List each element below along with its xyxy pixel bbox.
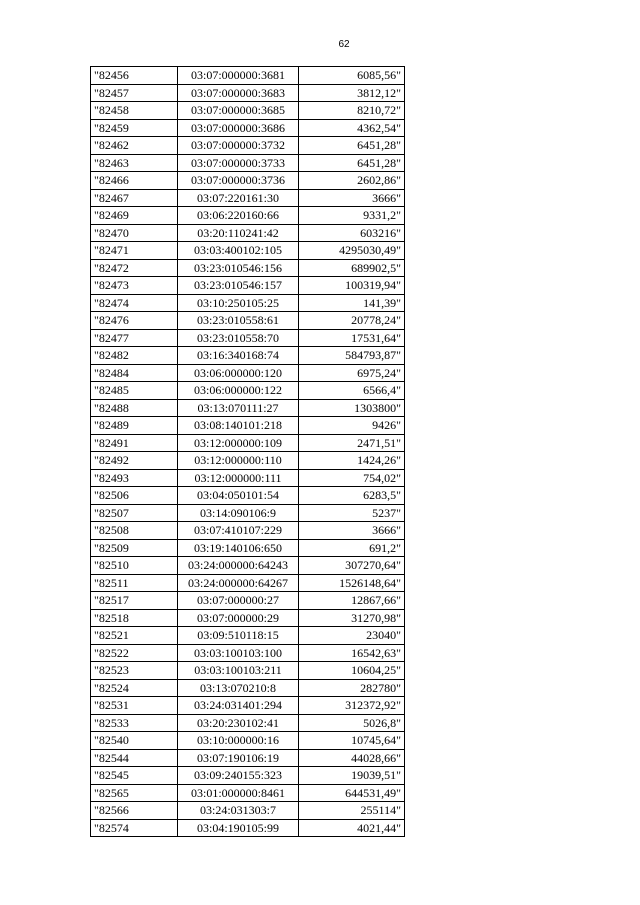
cadastral-number-cell: 03:20:110241:42 xyxy=(178,224,299,242)
table-row xyxy=(91,137,405,155)
value-cell: 16542,63" xyxy=(299,644,405,662)
cadastral-number-cell: 03:06:000000:122 xyxy=(178,382,299,400)
value-cell: 141,39" xyxy=(299,294,405,312)
row-number-cell: "82510 xyxy=(91,557,178,575)
value-cell: 6566,4" xyxy=(299,382,405,400)
value-cell: 4362,54" xyxy=(299,119,405,137)
table-row xyxy=(91,154,405,172)
cadastral-number-cell: 03:09:240155:323 xyxy=(178,767,299,785)
value-cell: 1424,26" xyxy=(299,452,405,470)
cadastral-number-cell: 03:13:070111:27 xyxy=(178,399,299,417)
value-cell: 17531,64" xyxy=(299,329,405,347)
row-number-cell: "82507 xyxy=(91,504,178,522)
cadastral-number-cell: 03:07:000000:29 xyxy=(178,609,299,627)
table-row xyxy=(91,67,405,85)
value-cell: 1303800" xyxy=(299,399,405,417)
cadastral-number-cell: 03:10:250105:25 xyxy=(178,294,299,312)
row-number-cell: "82506 xyxy=(91,487,178,505)
row-number-cell: "82463 xyxy=(91,154,178,172)
table-row xyxy=(91,627,405,645)
row-number-cell: "82492 xyxy=(91,452,178,470)
table-row xyxy=(91,749,405,767)
cadastral-number-cell: 03:12:000000:111 xyxy=(178,469,299,487)
table-row xyxy=(91,102,405,120)
row-number-cell: "82544 xyxy=(91,749,178,767)
value-cell: 5026,8" xyxy=(299,714,405,732)
table-row xyxy=(91,539,405,557)
value-cell: 10745,64" xyxy=(299,732,405,750)
table-row xyxy=(91,312,405,330)
cadastral-number-cell: 03:16:340168:74 xyxy=(178,347,299,365)
table-row xyxy=(91,802,405,820)
value-cell: 754,02" xyxy=(299,469,405,487)
row-number-cell: "82565 xyxy=(91,784,178,802)
cadastral-number-cell: 03:12:000000:109 xyxy=(178,434,299,452)
value-cell: 644531,49" xyxy=(299,784,405,802)
table-row xyxy=(91,259,405,277)
row-number-cell: "82521 xyxy=(91,627,178,645)
cadastral-number-cell: 03:01:000000:8461 xyxy=(178,784,299,802)
cadastral-number-cell: 03:07:000000:27 xyxy=(178,592,299,610)
value-cell: 20778,24" xyxy=(299,312,405,330)
cadastral-number-cell: 03:23:010558:61 xyxy=(178,312,299,330)
cadastral-number-cell: 03:07:410107:229 xyxy=(178,522,299,540)
value-cell: 9426" xyxy=(299,417,405,435)
row-number-cell: "82484 xyxy=(91,364,178,382)
table-row xyxy=(91,364,405,382)
row-number-cell: "82517 xyxy=(91,592,178,610)
row-number-cell: "82462 xyxy=(91,137,178,155)
row-number-cell: "82473 xyxy=(91,277,178,295)
value-cell: 6283,5" xyxy=(299,487,405,505)
data-table xyxy=(90,66,405,837)
table-row xyxy=(91,557,405,575)
table-row xyxy=(91,294,405,312)
value-cell: 8210,72" xyxy=(299,102,405,120)
row-number-cell: "82485 xyxy=(91,382,178,400)
table-body xyxy=(91,67,405,837)
row-number-cell: "82524 xyxy=(91,679,178,697)
value-cell: 1526148,64" xyxy=(299,574,405,592)
table-row xyxy=(91,417,405,435)
value-cell: 2471,51" xyxy=(299,434,405,452)
row-number-cell: "82477 xyxy=(91,329,178,347)
cadastral-number-cell: 03:03:100103:100 xyxy=(178,644,299,662)
row-number-cell: "82488 xyxy=(91,399,178,417)
row-number-cell: "82491 xyxy=(91,434,178,452)
value-cell: 603216" xyxy=(299,224,405,242)
row-number-cell: "82457 xyxy=(91,84,178,102)
row-number-cell: "82489 xyxy=(91,417,178,435)
row-number-cell: "82471 xyxy=(91,242,178,260)
cadastral-number-cell: 03:24:031401:294 xyxy=(178,697,299,715)
table-row xyxy=(91,662,405,680)
cadastral-number-cell: 03:07:000000:3681 xyxy=(178,67,299,85)
cadastral-number-cell: 03:07:000000:3733 xyxy=(178,154,299,172)
value-cell: 5237" xyxy=(299,504,405,522)
row-number-cell: "82476 xyxy=(91,312,178,330)
cadastral-number-cell: 03:07:000000:3685 xyxy=(178,102,299,120)
value-cell: 23040" xyxy=(299,627,405,645)
cadastral-number-cell: 03:19:140106:650 xyxy=(178,539,299,557)
row-number-cell: "82482 xyxy=(91,347,178,365)
cadastral-number-cell: 03:12:000000:110 xyxy=(178,452,299,470)
value-cell: 255114" xyxy=(299,802,405,820)
table-row xyxy=(91,697,405,715)
value-cell: 4295030,49" xyxy=(299,242,405,260)
row-number-cell: "82472 xyxy=(91,259,178,277)
table-row xyxy=(91,504,405,522)
table-row xyxy=(91,242,405,260)
cadastral-number-cell: 03:20:230102:41 xyxy=(178,714,299,732)
table-row xyxy=(91,84,405,102)
value-cell: 6451,28" xyxy=(299,154,405,172)
cadastral-number-cell: 03:24:000000:64243 xyxy=(178,557,299,575)
table-row xyxy=(91,172,405,190)
cadastral-number-cell: 03:24:031303:7 xyxy=(178,802,299,820)
row-number-cell: "82459 xyxy=(91,119,178,137)
table-row xyxy=(91,224,405,242)
table-row xyxy=(91,434,405,452)
cadastral-number-cell: 03:07:000000:3736 xyxy=(178,172,299,190)
cadastral-number-cell: 03:03:400102:105 xyxy=(178,242,299,260)
value-cell: 3812,12" xyxy=(299,84,405,102)
table-row xyxy=(91,487,405,505)
value-cell: 691,2" xyxy=(299,539,405,557)
value-cell: 6975,24" xyxy=(299,364,405,382)
cadastral-number-cell: 03:06:220160:66 xyxy=(178,207,299,225)
table-row xyxy=(91,644,405,662)
value-cell: 9331,2" xyxy=(299,207,405,225)
table-row xyxy=(91,574,405,592)
cadastral-number-cell: 03:23:010546:156 xyxy=(178,259,299,277)
value-cell: 282780" xyxy=(299,679,405,697)
row-number-cell: "82566 xyxy=(91,802,178,820)
page-number: 62 xyxy=(338,39,350,50)
cadastral-number-cell: 03:14:090106:9 xyxy=(178,504,299,522)
row-number-cell: "82458 xyxy=(91,102,178,120)
value-cell: 312372,92" xyxy=(299,697,405,715)
table-row xyxy=(91,399,405,417)
row-number-cell: "82540 xyxy=(91,732,178,750)
row-number-cell: "82533 xyxy=(91,714,178,732)
table-row xyxy=(91,732,405,750)
cadastral-number-cell: 03:03:100103:211 xyxy=(178,662,299,680)
row-number-cell: "82523 xyxy=(91,662,178,680)
table-row xyxy=(91,452,405,470)
cadastral-number-cell: 03:23:010546:157 xyxy=(178,277,299,295)
cadastral-number-cell: 03:07:000000:3683 xyxy=(178,84,299,102)
row-number-cell: "82511 xyxy=(91,574,178,592)
table-row xyxy=(91,522,405,540)
table-row xyxy=(91,189,405,207)
table-row xyxy=(91,609,405,627)
table-row xyxy=(91,819,405,837)
row-number-cell: "82518 xyxy=(91,609,178,627)
row-number-cell: "82456 xyxy=(91,67,178,85)
table-row xyxy=(91,207,405,225)
cadastral-number-cell: 03:08:140101:218 xyxy=(178,417,299,435)
cadastral-number-cell: 03:13:070210:8 xyxy=(178,679,299,697)
cadastral-number-cell: 03:07:000000:3686 xyxy=(178,119,299,137)
value-cell: 10604,25" xyxy=(299,662,405,680)
value-cell: 31270,98" xyxy=(299,609,405,627)
table-row xyxy=(91,592,405,610)
row-number-cell: "82509 xyxy=(91,539,178,557)
cadastral-number-cell: 03:06:000000:120 xyxy=(178,364,299,382)
table-row xyxy=(91,679,405,697)
value-cell: 100319,94" xyxy=(299,277,405,295)
value-cell: 3666" xyxy=(299,522,405,540)
table-row xyxy=(91,469,405,487)
cadastral-number-cell: 03:04:050101:54 xyxy=(178,487,299,505)
value-cell: 3666" xyxy=(299,189,405,207)
value-cell: 12867,66" xyxy=(299,592,405,610)
value-cell: 44028,66" xyxy=(299,749,405,767)
cadastral-number-cell: 03:07:190106:19 xyxy=(178,749,299,767)
row-number-cell: "82474 xyxy=(91,294,178,312)
row-number-cell: "82466 xyxy=(91,172,178,190)
row-number-cell: "82467 xyxy=(91,189,178,207)
cadastral-number-cell: 03:04:190105:99 xyxy=(178,819,299,837)
cadastral-number-cell: 03:07:000000:3732 xyxy=(178,137,299,155)
value-cell: 689902,5" xyxy=(299,259,405,277)
row-number-cell: "82574 xyxy=(91,819,178,837)
value-cell: 584793,87" xyxy=(299,347,405,365)
row-number-cell: "82545 xyxy=(91,767,178,785)
row-number-cell: "82531 xyxy=(91,697,178,715)
table-row xyxy=(91,714,405,732)
value-cell: 6085,56" xyxy=(299,67,405,85)
row-number-cell: "82522 xyxy=(91,644,178,662)
value-cell: 2602,86" xyxy=(299,172,405,190)
row-number-cell: "82493 xyxy=(91,469,178,487)
row-number-cell: "82469 xyxy=(91,207,178,225)
value-cell: 6451,28" xyxy=(299,137,405,155)
row-number-cell: "82470 xyxy=(91,224,178,242)
cadastral-number-cell: 03:23:010558:70 xyxy=(178,329,299,347)
cadastral-number-cell: 03:10:000000:16 xyxy=(178,732,299,750)
table-row xyxy=(91,329,405,347)
table-row xyxy=(91,784,405,802)
cadastral-number-cell: 03:09:510118:15 xyxy=(178,627,299,645)
value-cell: 19039,51" xyxy=(299,767,405,785)
table-row xyxy=(91,347,405,365)
cadastral-number-cell: 03:24:000000:64267 xyxy=(178,574,299,592)
table-row xyxy=(91,119,405,137)
table-row xyxy=(91,767,405,785)
value-cell: 4021,44" xyxy=(299,819,405,837)
value-cell: 307270,64" xyxy=(299,557,405,575)
row-number-cell: "82508 xyxy=(91,522,178,540)
table-row xyxy=(91,382,405,400)
cadastral-number-cell: 03:07:220161:30 xyxy=(178,189,299,207)
table-row xyxy=(91,277,405,295)
